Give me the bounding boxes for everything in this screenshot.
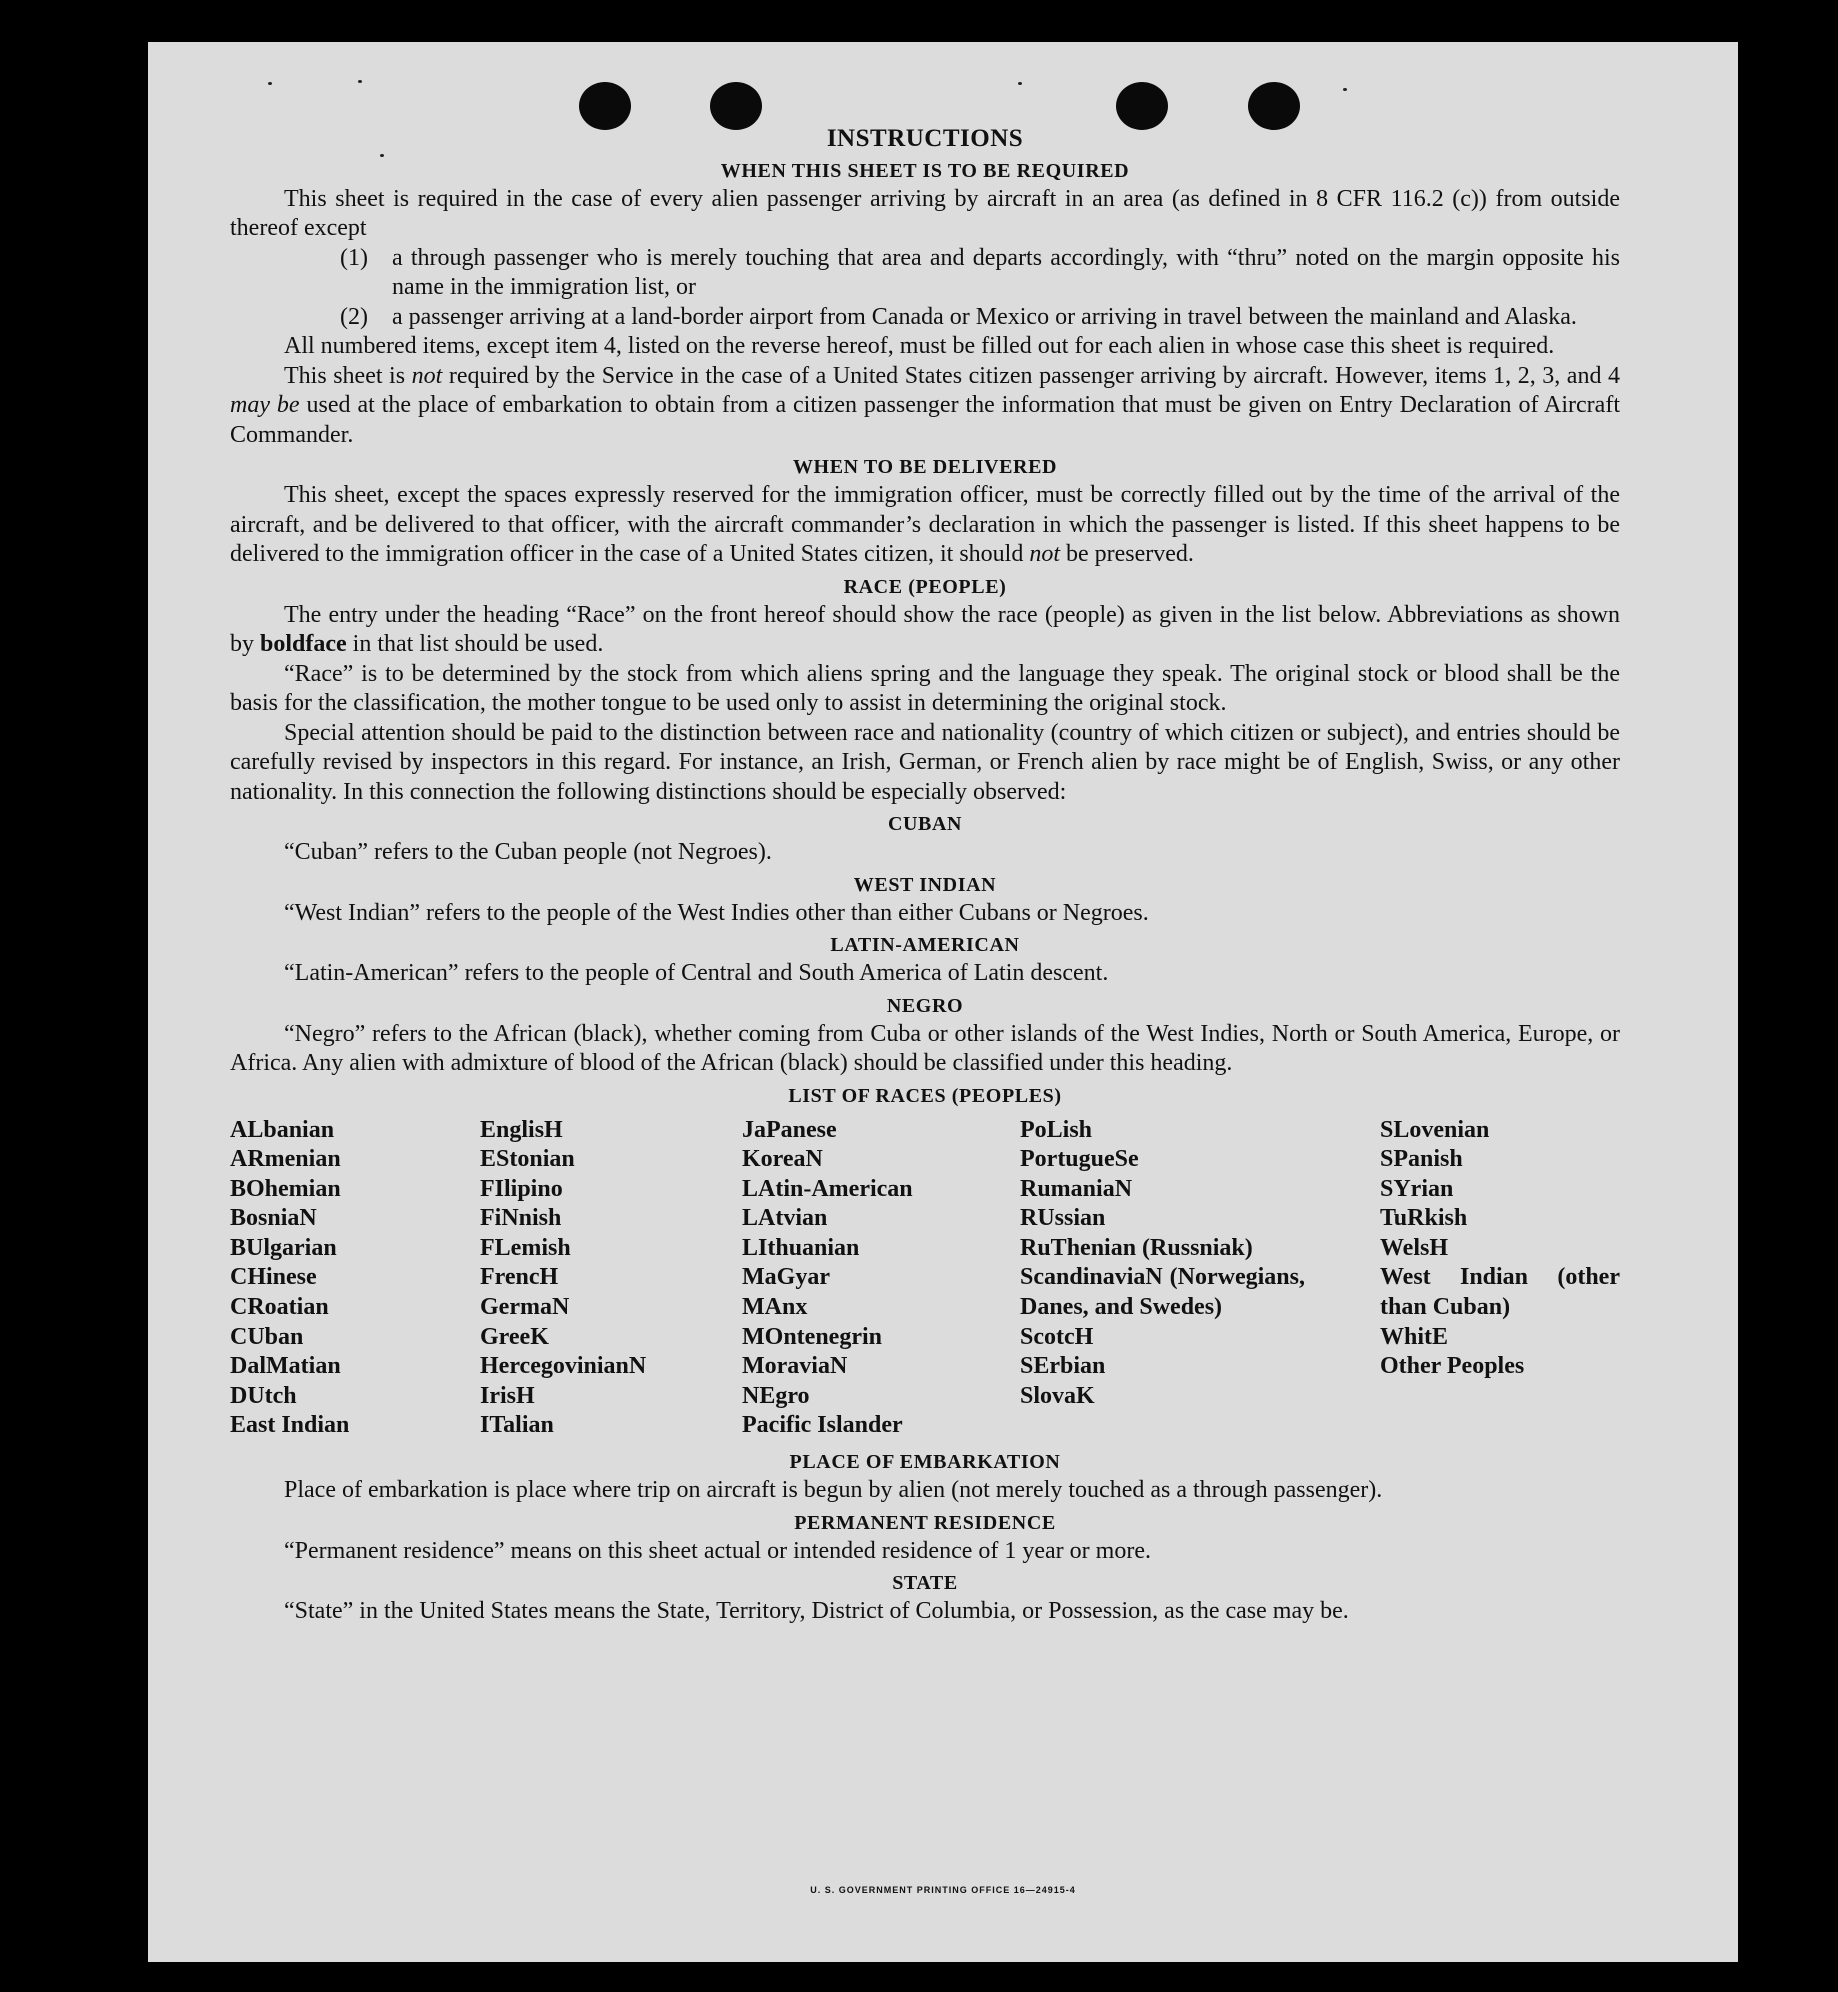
punch-hole xyxy=(710,82,762,130)
text-run: be preserved. xyxy=(1060,541,1194,567)
race-item: RuThenian (Russniak) xyxy=(1020,1234,1253,1261)
race-item: DalMatian xyxy=(230,1353,341,1380)
section-heading-delivered: WHEN TO BE DELIVERED xyxy=(792,456,1058,478)
paragraph: This sheet is required in the case of every alien passenger arriving by aircraft in an area (as defined in 8 CFR 116.2 (c)) from outside thereof except xyxy=(230,185,1620,241)
text-run: This sheet, except the spaces expressly reserved for the immigration officer, must be correctly filled out by the time of the arrival of the aircraft, and be delivered to that officer, with the aircraft commander’s declaration in which the passenger is listed. If this sheet happens to be delivered to the immigration officer in the case of a United States citizen, it should xyxy=(230,482,1620,567)
race-item: MAnx xyxy=(742,1294,808,1321)
race-item: LIthuanian xyxy=(742,1234,860,1261)
race-item: Other Peoples xyxy=(1380,1353,1525,1380)
paragraph xyxy=(230,601,1620,660)
item-number: (2) xyxy=(340,303,368,330)
paragraph: All numbered items, except item 4, listed on the reverse hereof, must be filled out for each alien in whose case this sheet is required. xyxy=(284,333,1555,359)
emphasis: may be xyxy=(230,392,300,418)
race-item: PortugueSe xyxy=(1020,1146,1139,1173)
race-item: KoreaN xyxy=(742,1146,823,1173)
race-item: RumaniaN xyxy=(1020,1175,1133,1202)
section-heading-west-indian: WEST INDIAN xyxy=(853,873,997,896)
race-item: GermaN xyxy=(480,1294,570,1321)
race-item: MOntenegrin xyxy=(742,1323,882,1350)
race-item: ScandinaviaN (Norwegians, Danes, and Swedes) xyxy=(1020,1264,1305,1321)
race-item: DUtch xyxy=(230,1382,297,1409)
race-item: SPanish xyxy=(1380,1146,1463,1173)
race-list xyxy=(230,1116,1620,1442)
race-item: Pacific Islander xyxy=(742,1412,903,1439)
race-item: SYrian xyxy=(1380,1175,1454,1202)
punch-hole xyxy=(1248,82,1300,130)
page-title: INSTRUCTIONS xyxy=(826,125,1024,152)
race-item: WhitE xyxy=(1380,1323,1449,1350)
speck xyxy=(1343,88,1347,91)
item-text: a passenger arriving at a land-border airport from Canada or Mexico or arriving in travel between the mainland and Alaska. xyxy=(392,303,1577,330)
section-heading-race: RACE (PEOPLE) xyxy=(843,575,1007,598)
race-item: SErbian xyxy=(1020,1353,1106,1380)
section-heading-residence: PERMANENT RESIDENCE xyxy=(794,1511,1056,1534)
item-number: (1) xyxy=(340,244,368,271)
race-item: CRoatian xyxy=(230,1294,329,1321)
text-run: in that list should be used. xyxy=(346,631,604,657)
race-item: JaPanese xyxy=(742,1116,837,1143)
section-heading-negro: NEGRO xyxy=(886,994,964,1017)
race-item: FiNnish xyxy=(480,1205,562,1232)
speck xyxy=(1018,82,1022,85)
paragraph: “West Indian” refers to the people of the West Indies other than either Cubans or Negroes. xyxy=(284,899,1149,926)
paragraph: “Latin-American” refers to the people of Central and South America of Latin descent. xyxy=(284,960,1109,986)
text-run: used at the place of embarkation to obtain from a citizen passenger the information that must be given on Entry Declaration of Aircraft Commander. xyxy=(230,392,1620,448)
paragraph: Special attention should be paid to the distinction between race and nationality (country of which citizen or subject), and entries should be carefully revised by inspectors in this regard. For instance, an Irish, German, or French alien by race might be of English, Swiss, or any other nationality. In this connection the following distinctions should be especially observed: xyxy=(230,719,1620,805)
paragraph: “Permanent residence” means on this sheet actual or intended residence of 1 year or more. xyxy=(284,1537,1151,1564)
race-item: GreeK xyxy=(480,1323,549,1350)
emphasis: not xyxy=(411,362,443,389)
paragraph xyxy=(230,481,1620,570)
race-item: FLemish xyxy=(480,1234,571,1261)
race-item: RUssian xyxy=(1020,1205,1106,1232)
race-item: CUban xyxy=(230,1323,304,1350)
race-item: ARmenian xyxy=(230,1146,341,1173)
paragraph: “Cuban” refers to the Cuban people (not Negroes). xyxy=(284,839,772,865)
instructions-content xyxy=(230,124,1620,1627)
race-item: TuRkish xyxy=(1380,1205,1468,1232)
race-item: MoraviaN xyxy=(742,1353,848,1380)
race-item: EStonian xyxy=(480,1146,575,1173)
paragraph: “Race” is to be determined by the stock from which aliens spring and the language they speak. The original stock or blood shall be the basis for the classification, the mother tongue to be used only to assist in determining the original stock. xyxy=(230,660,1620,716)
text-run: required by the Service in the case of a United States citizen passenger arriving by aircraft. However, items 1, 2, 3, and 4 xyxy=(442,362,1620,389)
punch-hole xyxy=(579,82,631,130)
section-heading-cuban: CUBAN xyxy=(887,813,963,835)
paragraph: “State” in the United States means the State, Territory, District of Columbia, or Possession, as the case may be. xyxy=(284,1598,1349,1625)
section-heading-required: WHEN THIS SHEET IS TO BE REQUIRED xyxy=(720,159,1130,182)
race-item: HercegovinianN xyxy=(480,1353,647,1380)
race-item: ALbanian xyxy=(230,1116,335,1143)
race-item: FIlipino xyxy=(480,1175,563,1202)
race-item: WelsH xyxy=(1380,1234,1449,1261)
section-heading-latin-american: LATIN-AMERICAN xyxy=(830,934,1020,956)
race-item: SLovenian xyxy=(1380,1116,1490,1143)
section-heading-state: STATE xyxy=(892,1572,958,1595)
race-column xyxy=(1380,1116,1620,1442)
section-heading-list-of-races: LIST OF RACES (PEOPLES) xyxy=(788,1084,1062,1107)
race-item: BosniaN xyxy=(230,1205,317,1232)
race-item: PoLish xyxy=(1020,1116,1093,1143)
race-column xyxy=(230,1116,480,1442)
section-heading-embarkation: PLACE OF EMBARKATION xyxy=(789,1451,1061,1474)
race-item: ScotcH xyxy=(1020,1323,1094,1350)
document-page xyxy=(148,42,1738,1962)
race-item: EnglisH xyxy=(480,1116,563,1143)
race-item: NEgro xyxy=(742,1382,810,1409)
emphasis: not xyxy=(1029,541,1060,567)
race-item: MaGyar xyxy=(742,1264,830,1291)
race-column xyxy=(1020,1116,1380,1442)
punch-hole xyxy=(1116,82,1168,130)
printing-office-footer: U. S. GOVERNMENT PRINTING OFFICE 16—24915-4 xyxy=(810,1885,1076,1895)
speck xyxy=(268,82,272,85)
race-item: LAtvian xyxy=(742,1205,828,1232)
text-run: The entry under the heading “Race” on the front hereof should show the race (people) as given in the list below. Abbreviations as shown by xyxy=(230,601,1620,657)
race-item: ITalian xyxy=(480,1412,554,1439)
paragraph: Place of embarkation is place where trip on aircraft is begun by alien (not merely touched as a through passenger). xyxy=(284,1477,1383,1504)
speck xyxy=(358,80,362,83)
race-item: West Indian (other than Cuban) xyxy=(1380,1264,1620,1321)
exception-item xyxy=(230,244,1620,303)
race-item: BUlgarian xyxy=(230,1234,337,1261)
race-item: East Indian xyxy=(230,1412,350,1439)
paragraph xyxy=(230,362,1620,451)
exception-item xyxy=(230,303,1620,333)
race-item: FrencH xyxy=(480,1264,559,1291)
race-column xyxy=(480,1116,742,1442)
race-column xyxy=(742,1116,1020,1442)
race-item: SlovaK xyxy=(1020,1382,1095,1409)
race-item: LAtin-American xyxy=(742,1175,913,1202)
text-run: This sheet is xyxy=(284,362,412,389)
race-item: CHinese xyxy=(230,1264,317,1291)
race-item: BOhemian xyxy=(230,1175,341,1202)
paragraph: “Negro” refers to the African (black), whether coming from Cuba or other islands of the West Indies, North or South America, Europe, or Africa. Any alien with admixture of blood of the African (black) should be classified under this heading. xyxy=(230,1020,1620,1076)
item-text: a through passenger who is merely touching that area and departs accordingly, with “thru” noted on the margin opposite his name in the immigration list, or xyxy=(392,244,1620,300)
race-item: IrisH xyxy=(480,1382,535,1409)
bold-text: boldface xyxy=(260,631,347,657)
